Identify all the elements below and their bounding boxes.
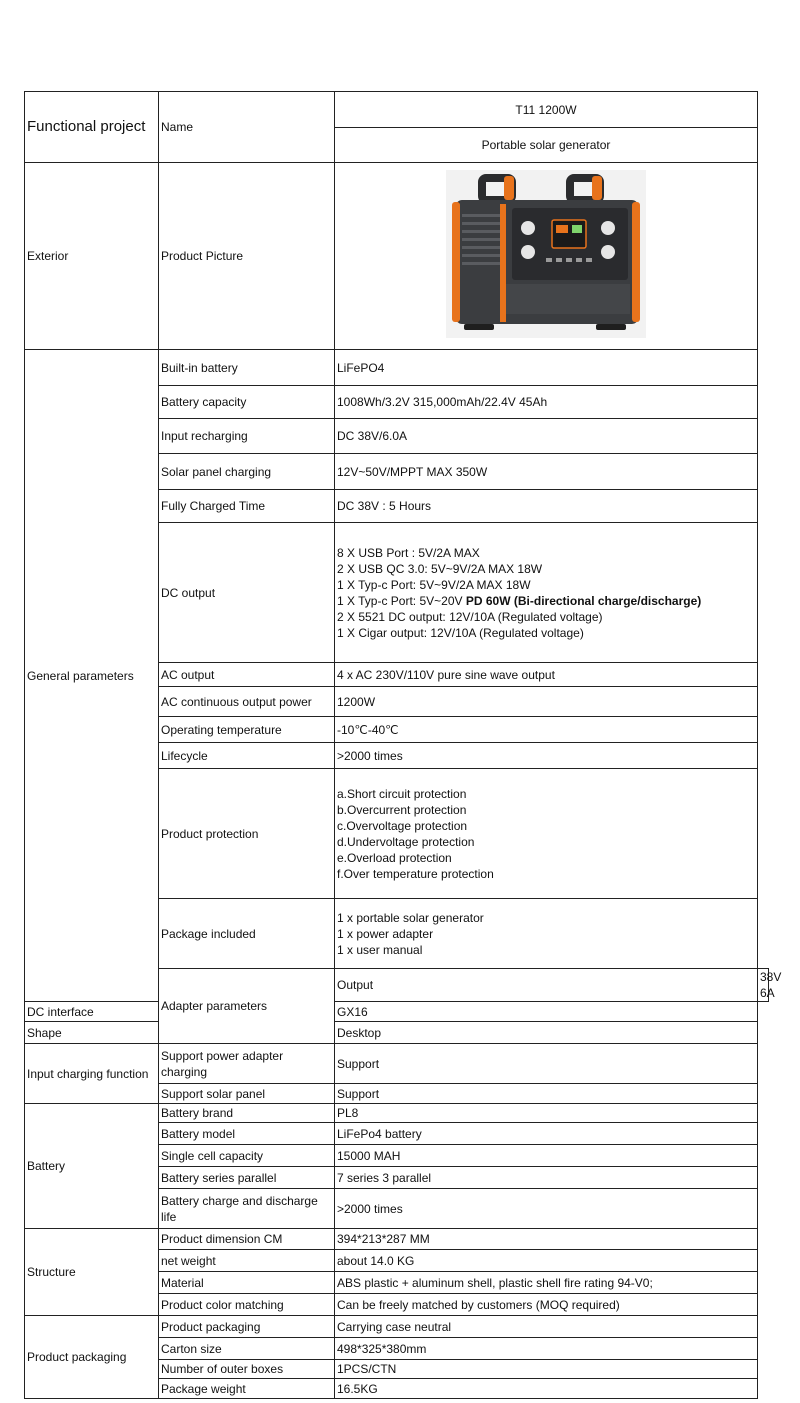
row-value: PL8 [335, 1104, 758, 1123]
section-exterior: Exterior [25, 163, 159, 350]
row-value: -10℃-40℃ [335, 717, 758, 743]
row-label: Lifecycle [159, 743, 335, 769]
row-label: DC interface [25, 1002, 159, 1022]
row-value: LiFePo4 battery [335, 1123, 758, 1145]
row-label: net weight [159, 1250, 335, 1272]
row-label: Product protection [159, 769, 335, 899]
dc-output-line: 1 X Typ-c Port: 5V~9V/2A MAX 18W [337, 577, 531, 592]
row-value: Support [335, 1084, 758, 1104]
row-value: 38V 6A [758, 969, 769, 1002]
row-label: Material [159, 1272, 335, 1294]
row-value: GX16 [335, 1002, 758, 1022]
table-row [25, 1044, 769, 1084]
table-row [25, 1022, 769, 1044]
functional-project-header: Functional project [25, 92, 159, 163]
row-label: Solar panel charging [159, 454, 335, 490]
row-label: Product Picture [159, 163, 335, 350]
package-list: 1 x portable solar generator 1 x power adapter 1 x user manual [335, 899, 758, 969]
row-label: Number of outer boxes [159, 1360, 335, 1379]
row-label: Carton size [159, 1338, 335, 1360]
section-adapter-parameters: Adapter parameters [159, 969, 335, 1044]
row-label: AC output [159, 663, 335, 687]
row-value: DC 38V/6.0A [335, 419, 758, 454]
table-row [25, 1002, 769, 1022]
model-name: T11 1200W [335, 92, 758, 128]
table-row [25, 163, 769, 350]
row-label: Input recharging [159, 419, 335, 454]
row-label: Product dimension CM [159, 1229, 335, 1250]
row-label: AC continuous output power [159, 687, 335, 717]
row-value: >2000 times [335, 1189, 758, 1229]
dc-output-line: 8 X USB Port : 5V/2A MAX [337, 545, 480, 560]
row-value: Carrying case neutral [335, 1316, 758, 1338]
row-value: Can be freely matched by customers (MOQ required) [335, 1294, 758, 1316]
row-value: LiFePO4 [335, 350, 758, 386]
product-type: Portable solar generator [335, 128, 758, 163]
name-header: Name [159, 92, 335, 163]
protection-list: a.Short circuit protection b.Overcurrent protection c.Overvoltage protection d.Undervoltage protection e.Overload protection f.Over temperature protection [335, 769, 758, 899]
row-label: Fully Charged Time [159, 490, 335, 523]
dc-output-value [335, 523, 758, 663]
row-value: DC 38V : 5 Hours [335, 490, 758, 523]
table-row [25, 350, 769, 386]
row-value: 15000 MAH [335, 1145, 758, 1167]
row-value: Desktop [335, 1022, 758, 1044]
row-label: Battery series parallel [159, 1167, 335, 1189]
table-row [25, 1229, 769, 1250]
row-value: Support [335, 1044, 758, 1084]
dc-output-bold-text: PD 60W (Bi-directional charge/discharge) [465, 593, 702, 608]
table-row [25, 92, 769, 128]
row-value: 4 x AC 230V/110V pure sine wave output [335, 663, 758, 687]
dc-output-line: 1 X Cigar output: 12V/10A (Regulated voltage) [337, 625, 584, 640]
row-label: Shape [25, 1022, 159, 1044]
dc-output-line: 2 X 5521 DC output: 12V/10A (Regulated voltage) [337, 609, 603, 624]
product-picture-cell [335, 163, 758, 350]
row-label: Battery model [159, 1123, 335, 1145]
row-label: Operating temperature [159, 717, 335, 743]
row-label: Battery capacity [159, 386, 335, 419]
row-label: Single cell capacity [159, 1145, 335, 1167]
row-label: Battery charge and discharge life [159, 1189, 335, 1229]
row-label: Package included [159, 899, 335, 969]
row-label: Built-in battery [159, 350, 335, 386]
spec-table [24, 91, 782, 1399]
row-value: >2000 times [335, 743, 758, 769]
row-label: Support solar panel [159, 1084, 335, 1104]
product-picture [446, 170, 646, 338]
row-label: DC output [159, 523, 335, 663]
row-value: about 14.0 KG [335, 1250, 758, 1272]
row-value: 1200W [335, 687, 758, 717]
row-value: 394*213*287 MM [335, 1229, 758, 1250]
row-label: Package weight [159, 1379, 335, 1399]
table-row [25, 1104, 769, 1123]
row-value: 498*325*380mm [335, 1338, 758, 1360]
table-row [25, 1316, 769, 1338]
section-general-parameters: General parameters [25, 350, 159, 1002]
dc-output-line: 2 X USB QC 3.0: 5V~9V/2A MAX 18W [337, 561, 543, 576]
row-value: ABS plastic + aluminum shell, plastic shell fire rating 94-V0; [335, 1272, 758, 1294]
row-label: Product color matching [159, 1294, 335, 1316]
section-product-packaging: Product packaging [25, 1316, 159, 1399]
section-battery: Battery [25, 1104, 159, 1229]
row-value: 16.5KG [335, 1379, 758, 1399]
section-input-charging: Input charging function [25, 1044, 159, 1104]
row-value: 1008Wh/3.2V 315,000mAh/22.4V 45Ah [335, 386, 758, 419]
dc-output-line [337, 593, 755, 609]
row-value: 7 series 3 parallel [335, 1167, 758, 1189]
row-value: 1PCS/CTN [335, 1360, 758, 1379]
row-label: Output [335, 969, 758, 1002]
dc-output-text: 1 X Typ-c Port: 5V~20V [337, 593, 466, 608]
row-label: Battery brand [159, 1104, 335, 1123]
section-structure: Structure [25, 1229, 159, 1316]
row-value: 12V~50V/MPPT MAX 350W [335, 454, 758, 490]
row-label: Product packaging [159, 1316, 335, 1338]
row-label: Support power adapter charging [159, 1044, 335, 1084]
